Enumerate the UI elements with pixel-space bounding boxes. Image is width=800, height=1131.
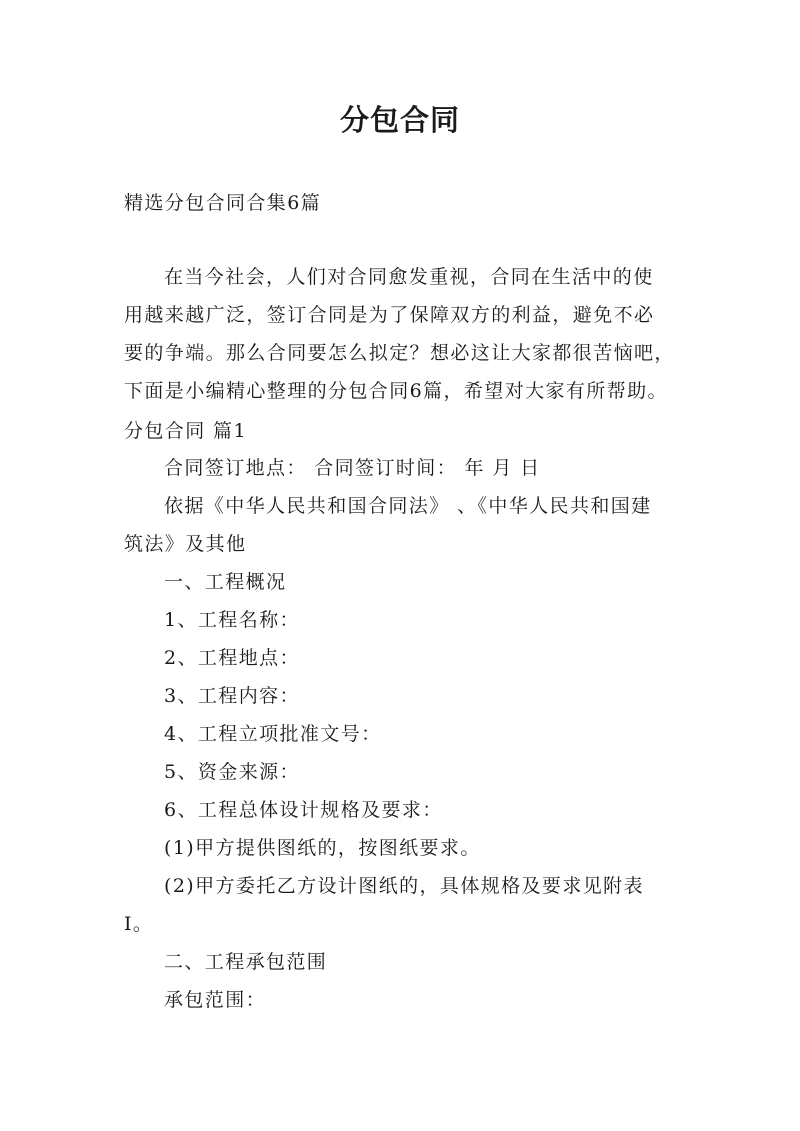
section-heading: 分包合同 篇1 (124, 420, 247, 442)
list-subitem: (2)甲方委托乙方设计图纸的，具体规格及要求见附表 (164, 875, 644, 897)
document-title: 分包合同 (339, 103, 460, 137)
contract-place-time-line: 合同签订地点： 合同签订时间： 年 月 日 (164, 457, 541, 479)
intro-paragraph-line: 用越来越广泛，签订合同是为了保障双方的利益，避免不必 (124, 304, 655, 326)
list-subitem: (1)甲方提供图纸的，按图纸要求。 (164, 837, 481, 859)
intro-paragraph-line: 下面是小编精心整理的分包合同6篇，希望对大家有所帮助。 (124, 380, 668, 402)
intro-paragraph-line: 要的争端。那么合同要怎么拟定？想必这让大家都很苦恼吧， (124, 342, 675, 364)
body-line: 筑法》及其他 (124, 533, 247, 555)
list-item: 3、工程内容： (164, 685, 300, 707)
intro-paragraph-line: 在当今社会，人们对合同愈发重视，合同在生活中的使 (164, 266, 654, 288)
subsection-heading: 一、工程概况 (164, 571, 287, 593)
body-line: 承包范围： (164, 989, 267, 1011)
list-item: 5、资金来源： (164, 761, 300, 783)
body-line: I。 (124, 913, 154, 935)
list-item: 1、工程名称： (164, 609, 300, 631)
document-subtitle: 精选分包合同合集6篇 (124, 192, 322, 214)
list-item: 4、工程立项批准文号： (164, 723, 382, 745)
list-item: 2、工程地点： (164, 647, 300, 669)
list-item: 6、工程总体设计规格及要求： (164, 799, 443, 821)
subsection-heading: 二、工程承包范围 (164, 951, 328, 973)
body-line: 依据《中华人民共和国合同法》 、《中华人民共和国建 (164, 495, 652, 517)
